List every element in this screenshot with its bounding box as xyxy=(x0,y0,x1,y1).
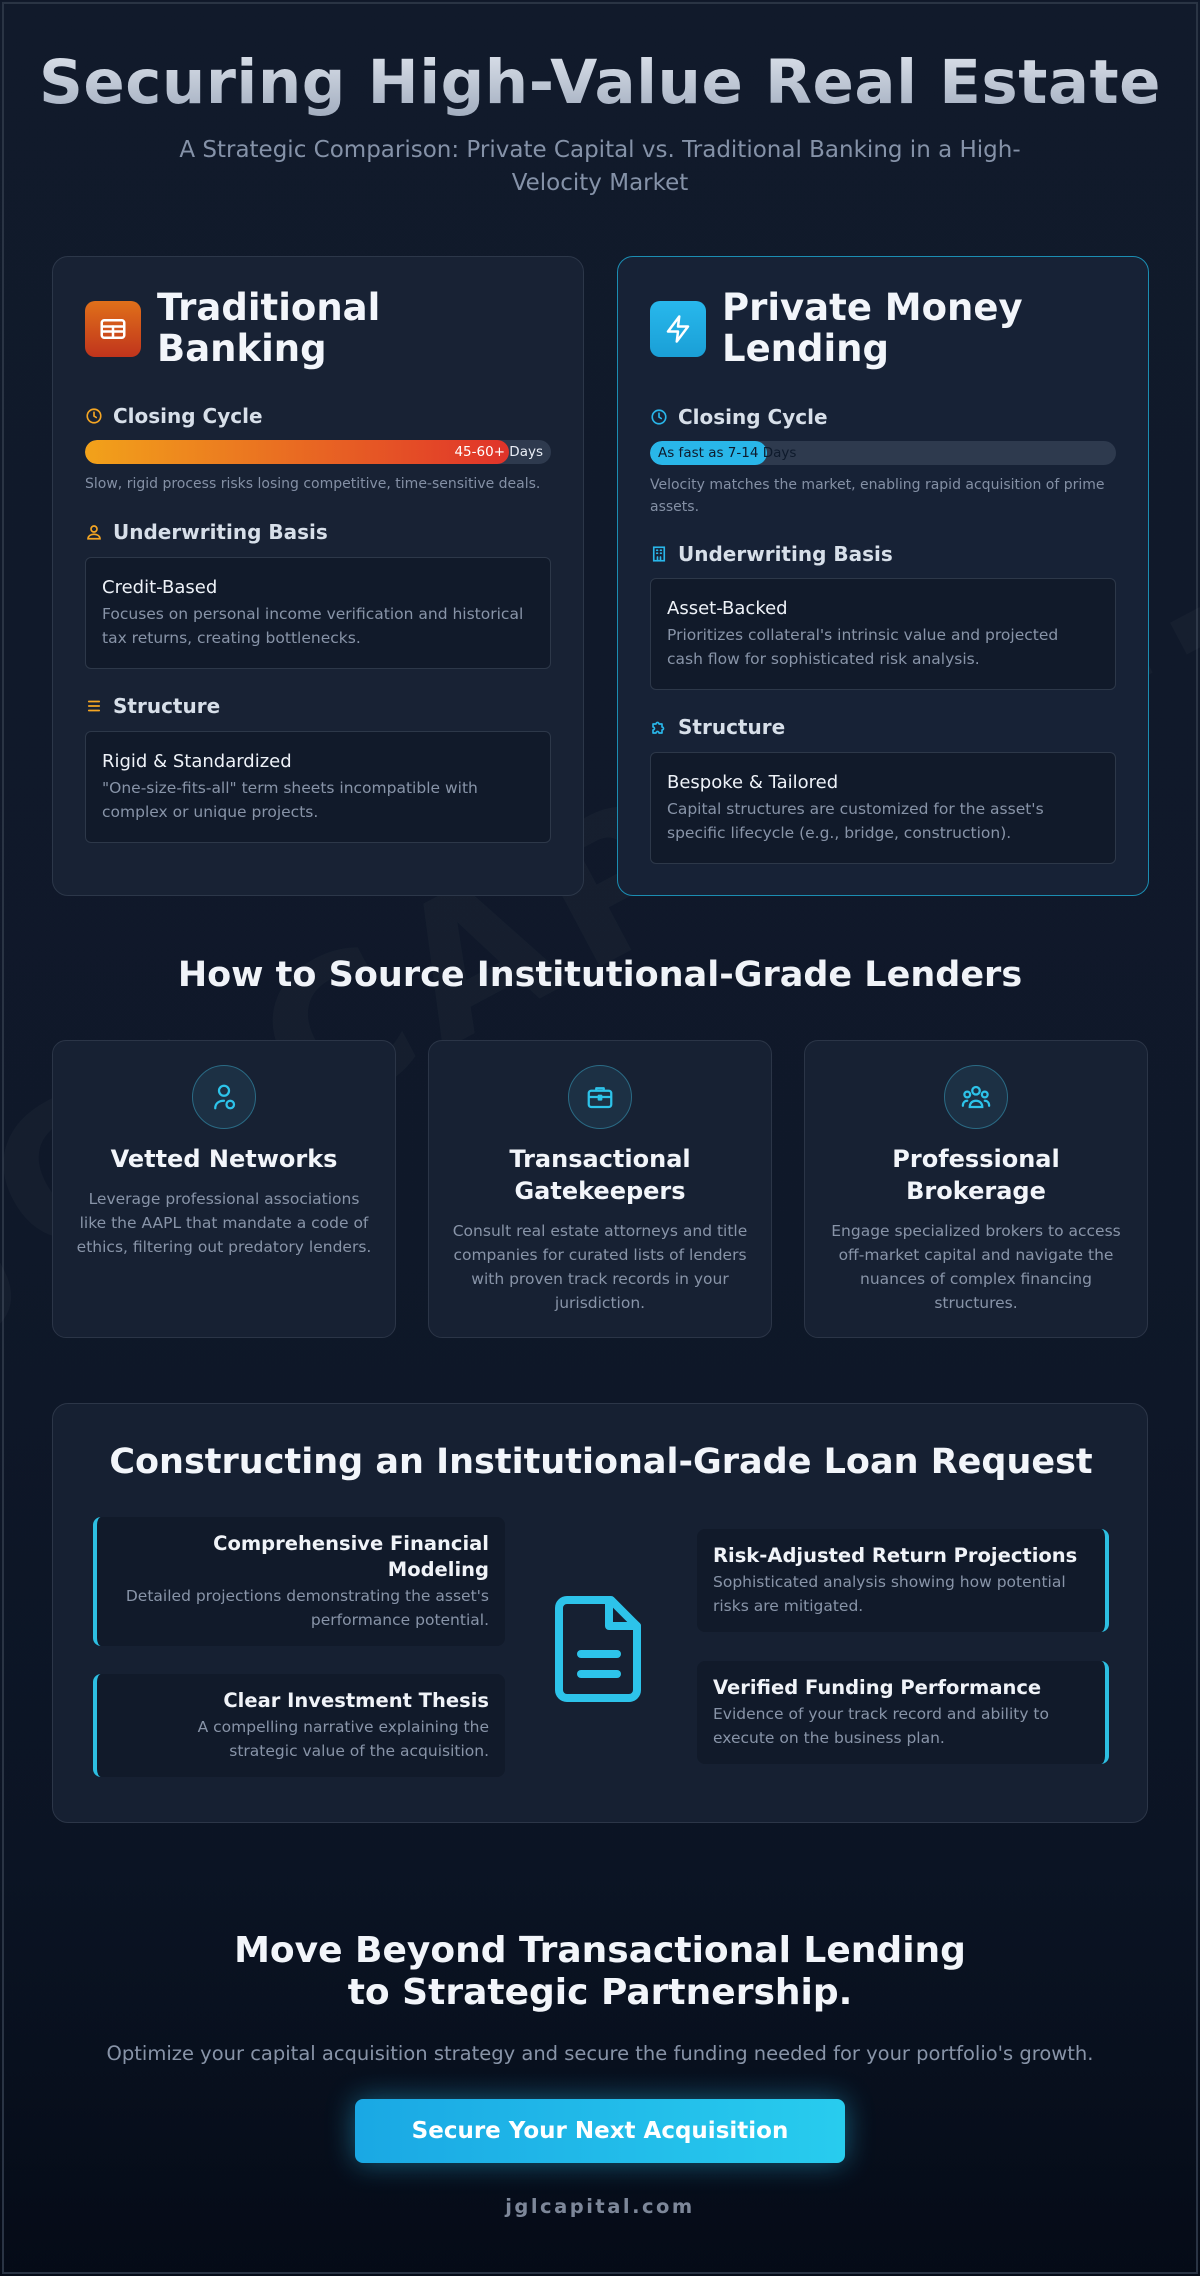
underwriting-desc: Prioritizes collateral's intrinsic value and projected cash flow for sophisticated risk analysis. xyxy=(667,626,1059,668)
header xyxy=(0,40,1200,200)
closing-cycle-bar-fill xyxy=(85,440,509,464)
group-icon xyxy=(944,1065,1008,1129)
underwriting-title: Asset-Backed xyxy=(667,598,788,619)
loan-item-title: Clear Investment Thesis xyxy=(223,1689,489,1712)
closing-cycle-note: Velocity matches the market, enabling rapid acquisition of prime assets. xyxy=(650,477,1105,515)
loan-item-desc: Detailed projections demonstrating the asset's performance potential. xyxy=(125,1587,489,1629)
underwriting-label xyxy=(650,542,893,566)
source-card-title: Transactional Gatekeepers xyxy=(509,1145,691,1205)
loan-item-title: Risk-Adjusted Return Projections xyxy=(713,1544,1078,1567)
clock-icon xyxy=(650,408,668,426)
underwriting-text: Underwriting Basis xyxy=(113,520,328,544)
loan-request-title: Constructing an Institutional-Grade Loan Request xyxy=(109,1442,1093,1482)
secure-acquisition-button[interactable]: Secure Your Next Acquisition xyxy=(355,2099,845,2163)
source-card-vetted-networks xyxy=(52,1040,396,1338)
closing-cycle-bar xyxy=(85,440,551,464)
money-icon xyxy=(85,301,141,357)
puzzle-icon xyxy=(650,718,668,736)
card-title: Private Money Lending xyxy=(722,286,1023,370)
sourcing-title: How to Source Institutional-Grade Lenders xyxy=(177,955,1023,995)
user-network-icon xyxy=(192,1065,256,1129)
footer-site[interactable]: jglcapital.com xyxy=(505,2195,695,2218)
card-header xyxy=(650,287,1042,369)
loan-item-risk-adjusted-returns xyxy=(697,1529,1109,1632)
briefcase-icon xyxy=(568,1065,632,1129)
source-card-transactional-gatekeepers xyxy=(428,1040,772,1338)
loan-item-funding-performance xyxy=(697,1661,1109,1764)
source-card-professional-brokerage xyxy=(804,1040,1148,1338)
underwriting-desc: Focuses on personal income verification and historical tax returns, creating bottlenecks. xyxy=(102,605,524,647)
lightning-icon xyxy=(650,301,706,357)
source-card-desc: Leverage professional associations like the AAPL that mandate a code of ethics, filtering out predatory lenders. xyxy=(76,1190,372,1256)
cta-title xyxy=(0,1930,1200,2014)
structure-label xyxy=(85,694,220,718)
closing-cycle-text: Closing Cycle xyxy=(678,405,828,429)
source-card-title: Vetted Networks xyxy=(110,1145,338,1173)
structure-desc: "One-size-fits-all" term sheets incompatible with complex or unique projects. xyxy=(102,779,478,821)
structure-title: Rigid & Standardized xyxy=(102,751,292,772)
building-icon xyxy=(650,545,668,563)
private-money-lending-card xyxy=(617,256,1149,896)
traditional-banking-card xyxy=(52,256,584,896)
loan-item-desc: Sophisticated analysis showing how potential risks are mitigated. xyxy=(713,1573,1066,1615)
structure-box xyxy=(650,752,1116,864)
closing-cycle-value: As fast as 7-14 Days xyxy=(658,445,797,461)
underwriting-title: Credit-Based xyxy=(102,577,218,598)
underwriting-label xyxy=(85,520,328,544)
loan-item-desc: A compelling narrative explaining the strategic value of the acquisition. xyxy=(197,1718,489,1760)
structure-desc: Capital structures are customized for the asset's specific lifecycle (e.g., bridge, construction). xyxy=(667,800,1044,842)
document-icon xyxy=(553,1592,649,1704)
closing-cycle-value: 45-60+ Days xyxy=(454,444,543,460)
closing-cycle-note: Slow, rigid process risks losing competitive, time-sensitive deals. xyxy=(85,476,541,492)
page-title: Securing High-Value Real Estate xyxy=(0,40,1200,126)
loan-item-title: Verified Funding Performance xyxy=(713,1676,1042,1699)
source-card-title: Professional Brokerage xyxy=(892,1145,1060,1205)
cta-subtitle: Optimize your capital acquisition strategy and secure the funding needed for your portfolio's growth. xyxy=(106,2042,1094,2065)
closing-cycle-text: Closing Cycle xyxy=(113,404,263,428)
closing-cycle-label xyxy=(85,404,263,428)
closing-cycle-label xyxy=(650,405,828,429)
structure-text: Structure xyxy=(113,694,221,718)
card-header xyxy=(85,287,457,369)
structure-label xyxy=(650,715,785,739)
loan-item-title: Comprehensive Financial Modeling xyxy=(213,1532,489,1581)
loan-item-investment-thesis xyxy=(93,1674,505,1777)
loan-request-panel xyxy=(52,1403,1148,1823)
underwriting-box xyxy=(85,557,551,669)
page-subtitle: A Strategic Comparison: Private Capital vs. Traditional Banking in a High-Velocity Market xyxy=(179,137,1021,196)
cta-title-line-1: Move Beyond Transactional Lending xyxy=(234,1930,966,1971)
loan-item-financial-modeling xyxy=(93,1517,505,1646)
loan-item-desc: Evidence of your track record and ability to execute on the business plan. xyxy=(713,1705,1049,1747)
card-title: Traditional Banking xyxy=(157,286,381,370)
underwriting-box xyxy=(650,578,1116,690)
structure-text: Structure xyxy=(678,715,786,739)
structure-title: Bespoke & Tailored xyxy=(667,772,839,793)
user-icon xyxy=(85,523,103,541)
underwriting-text: Underwriting Basis xyxy=(678,542,893,566)
source-card-desc: Consult real estate attorneys and title companies for curated lists of lenders with proven track records in your jurisdiction. xyxy=(452,1222,748,1312)
cta-title-line-2: to Strategic Partnership. xyxy=(347,1972,853,2013)
structure-box xyxy=(85,731,551,843)
clock-icon xyxy=(85,407,103,425)
source-card-desc: Engage specialized brokers to access off-market capital and navigate the nuances of complex financing structures. xyxy=(831,1222,1121,1312)
closing-cycle-bar xyxy=(650,441,1116,465)
list-icon xyxy=(85,697,103,715)
